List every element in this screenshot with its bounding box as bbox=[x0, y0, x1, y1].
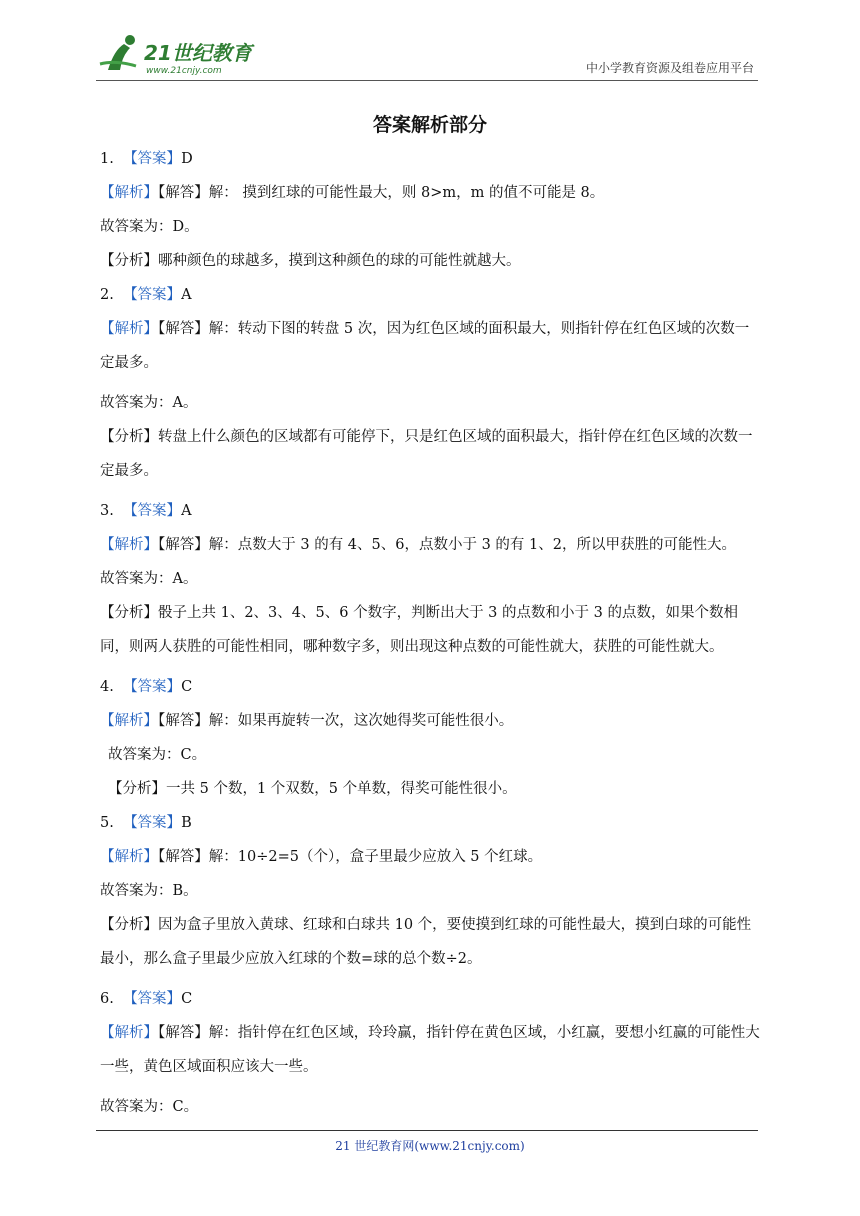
page-header bbox=[96, 30, 758, 81]
answer-line: 6. 【答案】C bbox=[100, 991, 193, 1007]
explanation-line: 【解析】【解答】解：如果再旋转一次，这次她得奖可能性很小。 bbox=[100, 713, 514, 729]
svg-text:21世纪教育: 21世纪教育 bbox=[144, 41, 252, 65]
result-line: 故答案为：C。 bbox=[108, 747, 207, 763]
result-line: 故答案为：C。 bbox=[100, 1099, 199, 1115]
site-logo bbox=[96, 30, 256, 78]
explanation-line: 【解析】【解答】解：10÷2=5（个），盒子里最少应放入 5 个红球。 bbox=[100, 849, 543, 865]
result-line: 故答案为：A。 bbox=[100, 571, 198, 587]
explanation-line: 【解析】【解答】解： 摸到红球的可能性最大，则 8>m，m 的值不可能是 8。 bbox=[100, 185, 605, 201]
analysis-line: 【分析】哪种颜色的球越多，摸到这种颜色的球的可能性就越大。 bbox=[100, 253, 521, 269]
answer-line: 5. 【答案】B bbox=[100, 815, 192, 831]
answer-line: 4. 【答案】C bbox=[100, 679, 193, 695]
analysis-line: 【分析】骰子上共 1、2、3、4、5、6 个数字，判断出大于 3 的点数和小于 3 的点数，如果个数相同，则两人获胜的可能性相同，哪种数字多，则出现这种点数的可能性就大，获胜的可能性就大。 bbox=[100, 605, 738, 655]
page-footer: 21 世纪教育网(www.21cnjy.com) bbox=[335, 1139, 525, 1153]
explanation-line: 【解析】【解答】解：点数大于 3 的有 4、5、6，点数小于 3 的有 1、2，所以甲获胜的可能性大。 bbox=[100, 537, 736, 553]
analysis-line: 【分析】因为盒子里放入黄球、红球和白球共 10 个，要使摸到红球的可能性最大，摸到白球的可能性最小，那么盒子里最少应放入红球的个数=球的总个数÷2。 bbox=[100, 917, 752, 967]
answer-line: 2. 【答案】A bbox=[100, 287, 192, 303]
answer-line: 1. 【答案】D bbox=[100, 151, 193, 167]
result-line: 故答案为：B。 bbox=[100, 883, 198, 899]
platform-name: 中小学教育资源及组卷应用平台 bbox=[585, 61, 754, 75]
footer-divider bbox=[96, 1130, 758, 1131]
result-line: 故答案为：D。 bbox=[100, 219, 199, 235]
answer-line: 3. 【答案】A bbox=[100, 503, 192, 519]
analysis-line: 【分析】转盘上什么颜色的区域都有可能停下，只是红色区域的面积最大，指针停在红色区域的次数一定最多。 bbox=[100, 429, 753, 479]
explanation-line: 【解析】【解答】解：转动下图的转盘 5 次，因为红色区域的面积最大，则指针停在红色区域的次数一定最多。 bbox=[100, 321, 750, 371]
result-line: 故答案为：A。 bbox=[100, 395, 198, 411]
page-title: 答案解析部分 bbox=[372, 114, 487, 136]
explanation-line: 【解析】【解答】解：指针停在红色区域，玲玲赢，指针停在黄色区域，小红赢，要想小红赢的可能性大一些，黄色区域面积应该大一些。 bbox=[100, 1025, 760, 1075]
svg-text:www.21cnjy.com: www.21cnjy.com bbox=[146, 66, 222, 76]
analysis-line: 【分析】一共 5 个数，1 个双数，5 个单数，得奖可能性很小。 bbox=[108, 781, 517, 797]
answer-list bbox=[100, 148, 762, 1130]
